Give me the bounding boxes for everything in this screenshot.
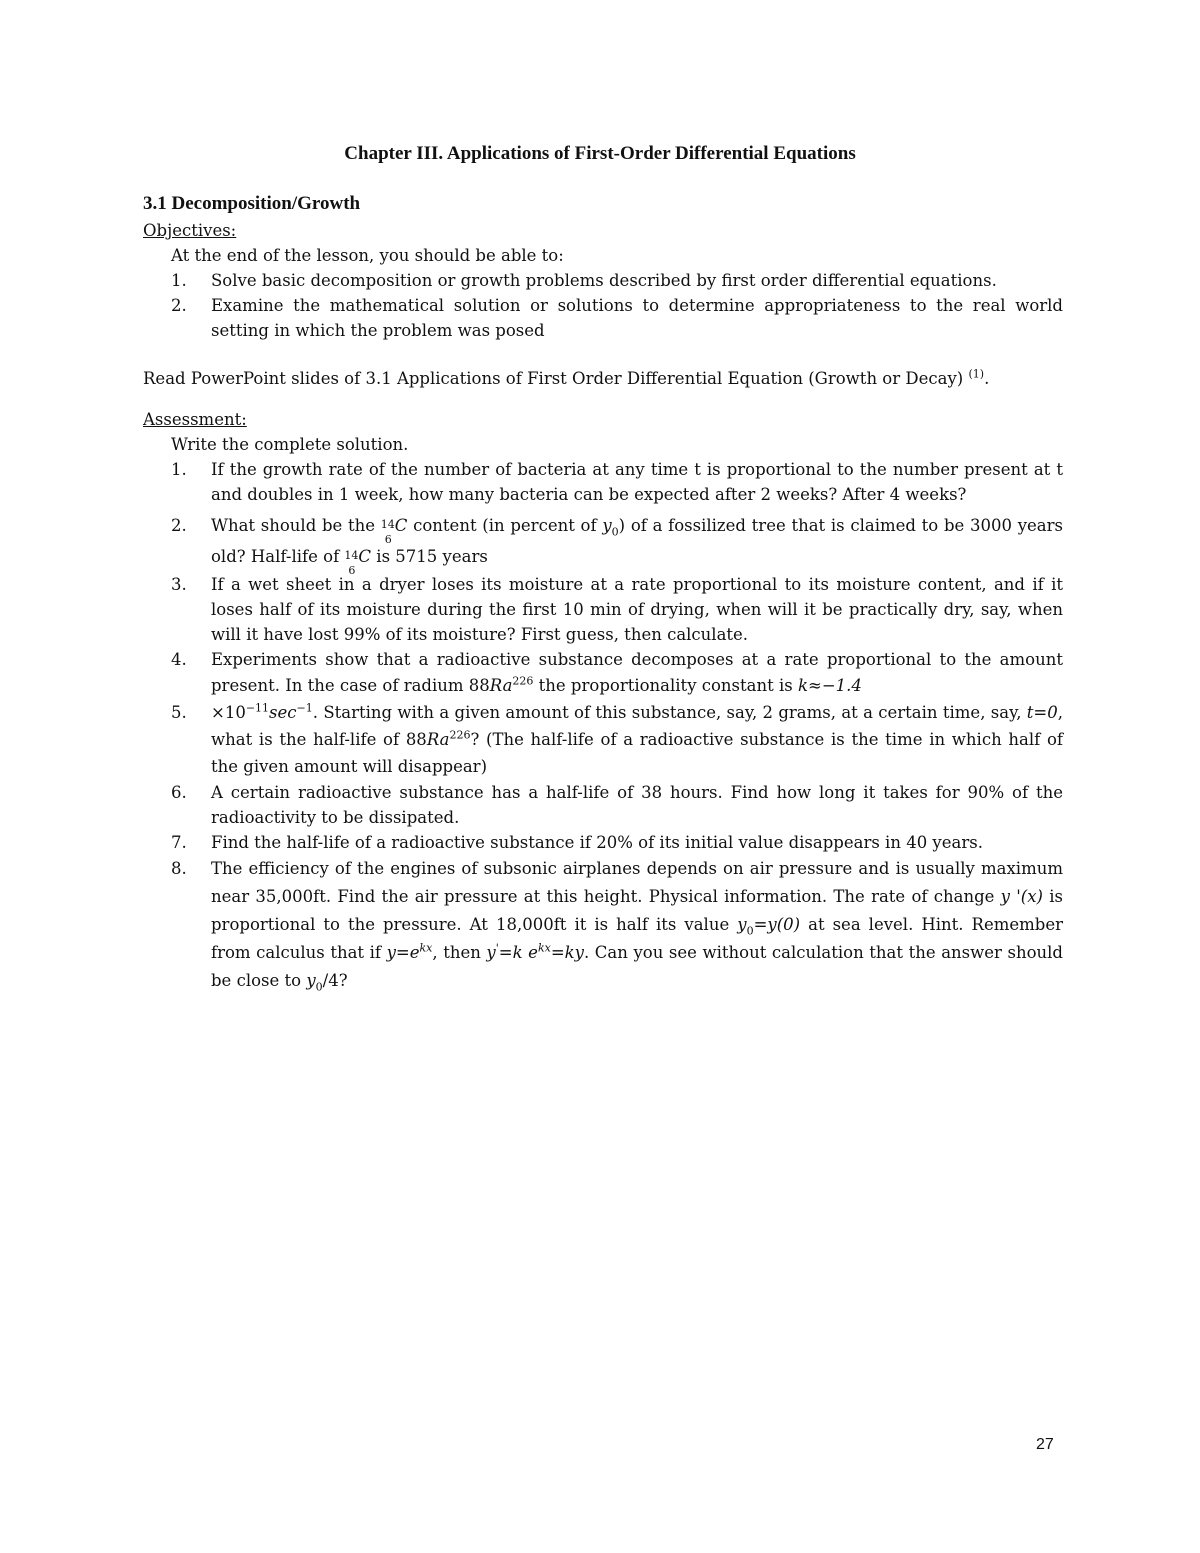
problem-item: 5. $\times 10^{-11}\sec^{-1}$. Starting with a given amount of this substance, say, 2 grams, at a certain time, say, t=0, what is the half-life of 88Ra$^{226}$? (The half-life of a radioactive substance is the time in which half of the given amount will disappear) [171,701,1063,776]
assessment-block [143,407,1063,995]
chapter-title: Chapter III. Applications of First-Order Differential Equations [344,143,856,164]
objectives-block [143,218,1063,343]
problem-item: 6. A certain radioactive substance has a half-life of 38 hours. Find how long it takes for 90% of the radioactivity to be dissipated. [171,783,1063,827]
objectives-intro: At the end of the lesson, you should be able to: [171,246,564,265]
problem-item: 8. The efficiency of the engines of subsonic airplanes depends on air pressure and is usually maximum near 35,000ft. Find the air pressure at this height. Physical information. The rate of change y '(x) is proportional to the pressure. At 18,000ft it is half its value $y_0=y(0)$ at sea level. Hint. Remember from calculus that if $y=e^{kx}$, then y'=k $e^{kx}=ky$. Can you see without calculation that the answer should be close to $y_0/4$? [171,859,1063,994]
carbon-isotope: 14 6 [344,549,359,577]
problem-item: 1. If the growth rate of the number of bacteria at any time t is proportional to the number present at t and doubles in 1 week, how many bacteria can be expected after 2 weeks? After 4 weeks? [171,460,1063,504]
assessment-label: Assessment: [143,410,247,429]
objectives-list [143,268,1063,343]
assessment-intro: Write the complete solution. [171,435,409,454]
objective-item: 2. Examine the mathematical solution or solutions to determine appropriateness to the real world setting in which the problem was posed [171,296,1063,340]
objectives-label: Objectives: [143,221,237,240]
problem-list [143,457,1063,995]
reading-instruction: Read PowerPoint slides of 3.1 Applications of First Order Differential Equation (Growth or Decay) $^{(1)}$. [143,367,990,388]
section-heading: 3.1 Decomposition/Growth [143,193,361,214]
page-number: 27 [1036,1436,1054,1453]
problem-item: 2. What should be the 14 6 C content (in percent of $y_0$) of a fossilized tree that is claimed to be 3000 years old? Half-life of 14 6 C is 5715 years [171,516,1063,577]
carbon-isotope: 14 6 [380,518,395,546]
objective-item: 1. Solve basic decomposition or growth problems described by first order differential equations. [171,271,997,290]
problem-item: 4. Experiments show that a radioactive substance decomposes at a rate proportional to the amount present. In the case of radium 88Ra$^{226}$ the proportionality constant is k≈−1.4 [171,650,1063,695]
problem-item: 3. If a wet sheet in a dryer loses its moisture at a rate proportional to its moisture content, and if it loses half of its moisture during the first 10 min of drying, when will it be practically dry, say, when will it have lost 99% of its moisture? First guess, then calculate. [171,575,1063,644]
reading-reference: (1) [968,367,985,381]
problem-item: 7. Find the half-life of a radioactive substance if 20% of its initial value disappears in 40 years. [171,833,983,852]
